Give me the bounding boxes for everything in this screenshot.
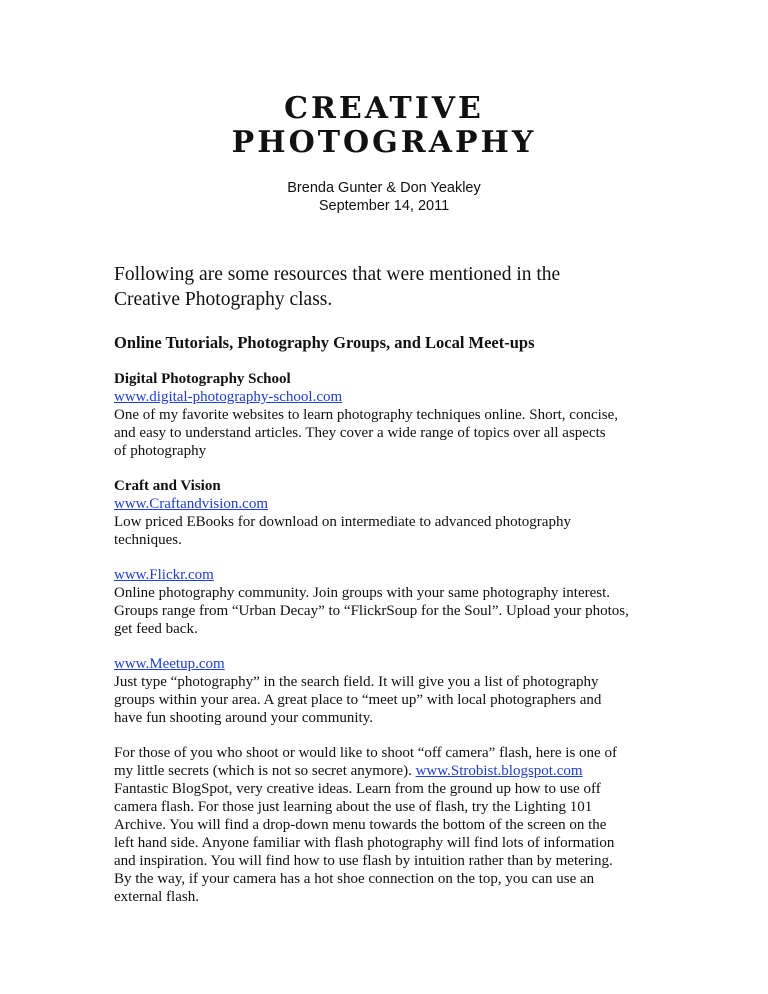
- flash-text-line: [114, 762, 664, 780]
- flash-text-line: and inspiration. You will find how to use flash by intuition rather than by metering.: [114, 853, 613, 869]
- entry-text-line: techniques.: [114, 532, 182, 548]
- link-meetup[interactable]: www.Meetup.com: [114, 656, 225, 672]
- section-heading: Online Tutorials, Photography Groups, and Local Meet-ups: [114, 333, 535, 352]
- entry-text-line: Just type “photography” in the search field. It will give you a list of photography: [114, 674, 599, 690]
- entry-text-line: Groups range from “Urban Decay” to “FlickrSoup for the Soul”. Upload your photos,: [114, 603, 629, 619]
- link-strobist[interactable]: www.Strobist.blogspot.com: [415, 763, 583, 779]
- entry-text-line: get feed back.: [114, 621, 198, 637]
- title-line-2: PHOTOGRAPHY: [231, 125, 537, 160]
- flash-text-line: For those of you who shoot or would like to shoot “off camera” flash, here is one of: [114, 745, 617, 761]
- flash-text-line: By the way, if your camera has a hot shoe connection on the top, you can use an: [114, 871, 595, 887]
- authors: Brenda Gunter & Don Yeakley: [287, 180, 481, 196]
- entry-text-line: One of my favorite websites to learn photography techniques online. Short, concise,: [114, 407, 619, 423]
- intro-line-2: Creative Photography class.: [114, 289, 333, 310]
- entry-text-line: Low priced EBooks for download on intermediate to advanced photography: [114, 514, 571, 530]
- entry-heading-dps: Digital Photography School: [114, 371, 291, 387]
- entry-text-line: groups within your area. A great place to “meet up” with local photographers and: [114, 692, 602, 708]
- flash-text-line: left hand side. Anyone familiar with flash photography will find lots of information: [114, 835, 615, 851]
- flash-text-line: external flash.: [114, 889, 199, 905]
- entry-text-line: have fun shooting around your community.: [114, 710, 373, 726]
- entry-text-line: Online photography community. Join groups with your same photography interest.: [114, 585, 611, 601]
- flash-text-line: Archive. You will find a drop-down menu towards the bottom of the screen on the: [114, 817, 607, 833]
- entry-text-line: of photography: [114, 443, 207, 459]
- link-flickr[interactable]: www.Flickr.com: [114, 567, 214, 583]
- entry-heading-craft-and-vision: Craft and Vision: [114, 478, 221, 494]
- link-digital-photography-school[interactable]: www.digital-photography-school.com: [114, 389, 343, 405]
- flash-text-line: Fantastic BlogSpot, very creative ideas. Learn from the ground up how to use off: [114, 781, 601, 797]
- intro-line-1: Following are some resources that were mentioned in the: [114, 264, 561, 285]
- entry-text-line: and easy to understand articles. They cover a wide range of topics over all aspects: [114, 425, 606, 441]
- link-craftandvision[interactable]: www.Craftandvision.com: [114, 496, 268, 512]
- title-line-1: CREATIVE: [284, 91, 484, 126]
- date: September 14, 2011: [318, 198, 450, 214]
- flash-text: my little secrets (which is not so secret anymore).: [114, 763, 416, 779]
- flash-text-line: camera flash. For those just learning about the use of flash, try the Lighting 101: [114, 799, 593, 815]
